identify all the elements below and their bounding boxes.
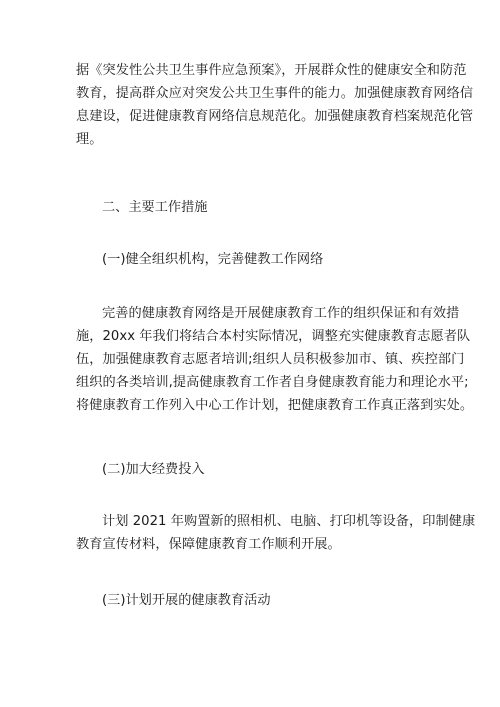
paragraph-line: 教育宣传材料，保障健康教育工作顺利开展。 <box>76 537 341 552</box>
subsection-heading-organization: (一)健全组织机构，完善健教工作网络 <box>102 252 324 267</box>
paragraph-line: 完善的健康教育网络是开展健康教育工作的组织保证和有效措 <box>102 306 460 321</box>
subsection-heading-funding: (二)加大经费投入 <box>102 462 205 477</box>
section-heading-measures: 二、主要工作措施 <box>102 200 208 215</box>
paragraph-line: 施，20xx 年我们将结合本村实际情况，调整充实健康教育志愿者队 <box>76 329 471 344</box>
funding-paragraph <box>76 510 476 556</box>
paragraph-line: 理。 <box>76 132 103 147</box>
paragraph-line: 教育，提高群众应对突发公共卫生事件的能力。加强健康教育网络信 <box>76 86 474 101</box>
paragraph-line: 计划 2021 年购置新的照相机、电脑、打印机等设备，印制健康 <box>102 514 476 529</box>
paragraph-line: 将健康教育工作列入中心工作计划，把健康教育工作真正落到实处。 <box>76 398 474 413</box>
paragraph-line: 息建设，促进健康教育网络信息规范化。加强健康教育档案规范化管 <box>76 109 474 124</box>
paragraph-line: 组织的各类培训,提高健康教育工作者自身健康教育能力和理论水平; <box>76 375 469 390</box>
intro-paragraph <box>76 59 474 151</box>
paragraph-line: 据《突发性公共卫生事件应急预案》，开展群众性的健康安全和防范 <box>76 63 467 78</box>
organization-paragraph <box>76 302 474 417</box>
subsection-heading-activities: (三)计划开展的健康教育活动 <box>102 593 271 608</box>
paragraph-line: 伍，加强健康教育志愿者培训;组织人员积极参加市、镇、疾控部门 <box>76 352 465 367</box>
